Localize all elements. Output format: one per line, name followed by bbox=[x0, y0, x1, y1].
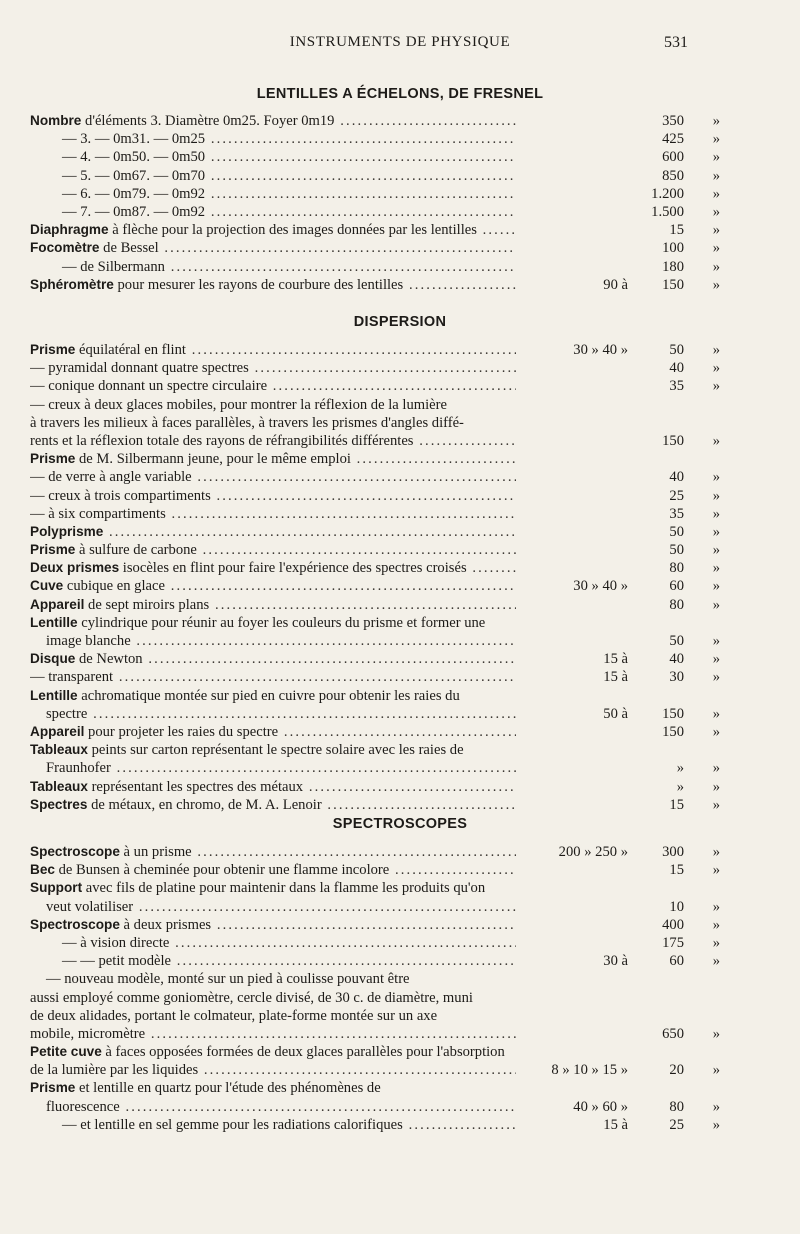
entry-text: — à vision directe bbox=[62, 934, 170, 951]
entry-text: équilatéral en flint bbox=[75, 342, 186, 358]
catalog-entry bbox=[30, 861, 720, 879]
entry-keyword: Spectres bbox=[30, 796, 88, 812]
price-unit: » bbox=[712, 1098, 720, 1115]
entry-description bbox=[30, 276, 516, 294]
price-value: 80 bbox=[669, 560, 684, 577]
price-value: 15 bbox=[669, 796, 684, 813]
price-value: » bbox=[676, 760, 684, 777]
price-range: 40 » 60 » bbox=[573, 1098, 628, 1115]
price-value: 50 bbox=[669, 542, 684, 559]
catalog-entry bbox=[30, 1061, 720, 1079]
price-value: 175 bbox=[662, 934, 684, 951]
entry-text: — et lentille en sel gemme pour les radiations calorifiques bbox=[62, 1116, 403, 1133]
price-value: 40 bbox=[669, 651, 684, 668]
entry-keyword: Nombre bbox=[30, 113, 82, 128]
price-value: » bbox=[676, 778, 684, 795]
entry-keyword: Tableaux bbox=[30, 778, 88, 794]
paragraph-line: Prisme et lentille en quartz pour l'étude des phénomènes de bbox=[30, 1080, 381, 1097]
catalog-entry bbox=[30, 1116, 720, 1134]
price-value: 350 bbox=[662, 113, 684, 129]
entry-text: spectre bbox=[46, 705, 88, 722]
entry-text: — 5. — 0m67. — 0m70 bbox=[62, 167, 206, 184]
catalog-entry bbox=[30, 898, 720, 916]
catalog-entry bbox=[30, 505, 720, 523]
price-unit: » bbox=[712, 705, 720, 722]
price-value: 150 bbox=[662, 705, 684, 722]
entry-text: pour mesurer les rayons de courbure des lentilles bbox=[113, 276, 404, 293]
price-unit: » bbox=[712, 113, 720, 129]
paragraph-line: Petite cuve à faces opposées formées de deux glaces parallèles pour l'absorption bbox=[30, 1044, 505, 1061]
entry-keyword: Bec bbox=[30, 862, 55, 878]
price-value: 150 bbox=[662, 723, 684, 740]
entry-keyword: Lentille bbox=[30, 687, 78, 703]
catalog-entry bbox=[30, 130, 720, 148]
price-unit: » bbox=[712, 378, 720, 395]
entry-text: à sulfure de carbone bbox=[75, 542, 197, 559]
price-range: 90 à bbox=[603, 276, 628, 293]
entry-description bbox=[30, 468, 516, 486]
entry-text: à flèche pour la projection des images données par les lentilles bbox=[108, 222, 477, 239]
section-title-dispersion: DISPERSION bbox=[353, 314, 447, 330]
entry-text: — 3. — 0m31. — 0m25 bbox=[62, 131, 206, 148]
catalog-entry bbox=[30, 952, 720, 970]
catalog-entry bbox=[30, 668, 720, 686]
paragraph-line: — creux à deux glaces mobiles, pour montrer la réflexion de la lumière bbox=[30, 396, 447, 413]
section-title-lentilles: LENTILLES A ÉCHELONS, DE FRESNEL bbox=[256, 86, 544, 102]
price-value: 35 bbox=[669, 505, 684, 522]
price-unit: » bbox=[712, 131, 720, 148]
catalog-entry bbox=[30, 1025, 720, 1043]
price-unit: » bbox=[712, 276, 720, 293]
entry-text: — de Silbermann bbox=[62, 258, 165, 275]
price-unit: » bbox=[712, 258, 720, 275]
price-value: 50 bbox=[669, 633, 684, 649]
price-value: 100 bbox=[662, 240, 684, 257]
catalog-entry bbox=[30, 258, 720, 276]
price-unit: » bbox=[712, 240, 720, 257]
price-value: 600 bbox=[662, 149, 684, 166]
entry-keyword: Focomètre bbox=[30, 240, 100, 256]
entry-description bbox=[30, 934, 516, 952]
price-value: 1.200 bbox=[651, 185, 684, 202]
price-range: 15 à bbox=[603, 669, 628, 686]
entry-keyword: Petite cuve bbox=[30, 1044, 102, 1060]
entry-keyword: Prisme bbox=[30, 1080, 76, 1096]
page-number: 531 bbox=[664, 34, 688, 51]
catalog-entry bbox=[30, 650, 720, 668]
price-unit: » bbox=[712, 203, 720, 220]
catalog-entry bbox=[30, 778, 720, 796]
entry-text: Fraunhofer bbox=[46, 760, 111, 777]
price-unit: » bbox=[712, 862, 720, 879]
price-unit: » bbox=[712, 560, 720, 577]
entry-text: — à six compartiments bbox=[30, 505, 166, 522]
entry-description bbox=[30, 505, 516, 523]
entry-keyword: Prisme bbox=[30, 542, 76, 558]
entry-text: — creux à trois compartiments bbox=[30, 487, 211, 504]
entry-text: de Bunsen à cheminée pour obtenir une flamme incolore bbox=[54, 862, 390, 879]
entry-description bbox=[30, 596, 516, 614]
price-unit: » bbox=[712, 185, 720, 202]
entry-description bbox=[30, 1061, 516, 1079]
price-value: 80 bbox=[669, 596, 684, 613]
price-range: 200 » 250 » bbox=[558, 844, 628, 860]
entry-description bbox=[30, 148, 516, 166]
price-range: 30 à bbox=[603, 953, 628, 970]
paragraph-line: Support avec fils de platine pour maintenir dans la flamme les produits qu'on bbox=[30, 880, 486, 897]
entry-description bbox=[30, 916, 516, 934]
price-unit: » bbox=[712, 1116, 720, 1133]
running-title: INSTRUMENTS DE PHYSIQUE bbox=[289, 34, 511, 50]
catalog-entry bbox=[30, 468, 720, 486]
entry-keyword: Cuve bbox=[30, 578, 64, 594]
entry-text: — de verre à angle variable bbox=[30, 469, 192, 486]
entry-text: — pyramidal donnant quatre spectres bbox=[30, 360, 249, 377]
price-unit: » bbox=[712, 505, 720, 522]
price-value: 425 bbox=[662, 131, 684, 148]
entry-description bbox=[30, 559, 516, 577]
catalog-entry bbox=[30, 239, 720, 257]
entry-text: — transparent bbox=[30, 669, 114, 686]
price-unit: » bbox=[712, 432, 720, 449]
price-unit: » bbox=[712, 934, 720, 951]
entry-text: de la lumière par les liquides bbox=[30, 1062, 199, 1079]
price-range: 15 à bbox=[603, 651, 628, 668]
catalog-entry bbox=[30, 632, 720, 650]
catalog-entry bbox=[30, 487, 720, 505]
price-value: 15 bbox=[669, 222, 684, 239]
entry-description bbox=[30, 432, 516, 450]
price-unit: » bbox=[712, 487, 720, 504]
price-range: 50 à bbox=[603, 705, 628, 722]
entry-keyword: Deux prismes bbox=[30, 560, 120, 576]
price-value: 25 bbox=[669, 1116, 684, 1133]
entry-description bbox=[30, 952, 516, 970]
price-value: 10 bbox=[669, 898, 684, 915]
catalog-entry bbox=[30, 276, 720, 294]
entry-keyword: Prisme bbox=[30, 451, 76, 467]
section-title-spectroscopes: SPECTROSCOPES bbox=[332, 816, 468, 832]
price-unit: » bbox=[712, 523, 720, 540]
catalog-entry bbox=[30, 1098, 720, 1116]
entry-description bbox=[30, 843, 516, 861]
entry-keyword: Polyprisme bbox=[30, 523, 104, 539]
entry-text: — 7. — 0m87. — 0m92 bbox=[62, 203, 206, 220]
entry-text: rents et la réflexion totale des rayons de réfrangibilités différentes bbox=[30, 432, 414, 449]
price-unit: » bbox=[712, 651, 720, 668]
entry-description bbox=[30, 796, 516, 814]
price-unit: » bbox=[712, 596, 720, 613]
entry-description bbox=[30, 668, 516, 686]
entry-text: de Bessel bbox=[99, 240, 159, 257]
price-unit: » bbox=[712, 844, 720, 860]
price-value: 150 bbox=[662, 276, 684, 293]
entry-keyword: Diaphragme bbox=[30, 222, 109, 238]
price-value: 400 bbox=[662, 916, 684, 933]
entry-keyword: Tableaux bbox=[30, 742, 88, 758]
entry-text: cubique en glace bbox=[63, 578, 165, 595]
entry-description bbox=[30, 1025, 516, 1043]
catalog-entry bbox=[30, 723, 720, 741]
entry-text: pour projeter les raies du spectre bbox=[84, 723, 279, 740]
entry-description bbox=[30, 632, 516, 650]
price-unit: » bbox=[712, 916, 720, 933]
catalog-entry bbox=[30, 167, 720, 185]
entry-text: de M. Silbermann jeune, pour le même emploi bbox=[75, 451, 351, 468]
catalog-entry bbox=[30, 796, 720, 814]
catalog-entry bbox=[30, 432, 720, 450]
paragraph-line: à travers les milieux à faces parallèles, à travers les prismes d'angles diffé- bbox=[30, 414, 464, 431]
price-unit: » bbox=[712, 469, 720, 486]
price-value: 40 bbox=[669, 360, 684, 377]
entry-description bbox=[30, 1116, 516, 1134]
price-unit: » bbox=[712, 1062, 720, 1079]
entry-text: — 4. — 0m50. — 0m50 bbox=[62, 149, 206, 166]
entry-text: de sept miroirs plans bbox=[84, 596, 210, 613]
price-value: 20 bbox=[669, 1062, 684, 1079]
entry-keyword: Sphéromètre bbox=[30, 276, 114, 292]
entry-keyword: Disque bbox=[30, 651, 76, 667]
catalog-entry bbox=[30, 341, 720, 359]
catalog-entry bbox=[30, 523, 720, 541]
entry-description bbox=[30, 523, 516, 541]
entry-description bbox=[30, 650, 516, 668]
paragraph-line: Lentille achromatique montée sur pied en cuivre pour obtenir les raies du bbox=[30, 687, 460, 704]
price-unit: » bbox=[712, 342, 720, 358]
entry-keyword: Spectroscope bbox=[30, 916, 120, 932]
catalog-entry bbox=[30, 450, 720, 468]
section-dispersion bbox=[30, 341, 720, 814]
price-unit: » bbox=[712, 778, 720, 795]
entry-text: — conique donnant un spectre circulaire bbox=[30, 378, 268, 395]
entry-description bbox=[30, 221, 516, 239]
paragraph-line: Lentille cylindrique pour réunir au foyer les couleurs du prisme et former une bbox=[30, 614, 486, 631]
entry-description bbox=[30, 723, 516, 741]
price-unit: » bbox=[712, 360, 720, 377]
catalog-entry bbox=[30, 359, 720, 377]
section-spectroscopes bbox=[30, 843, 720, 1134]
entry-description bbox=[30, 258, 516, 276]
entry-description bbox=[30, 185, 516, 203]
entry-text: — 6. — 0m79. — 0m92 bbox=[62, 185, 206, 202]
paragraph-line: de deux alidades, portant le colmateur, plate-forme montée sur un axe bbox=[30, 1007, 438, 1024]
entry-text: à deux prismes bbox=[119, 916, 212, 933]
catalog-entry bbox=[30, 577, 720, 595]
price-value: 80 bbox=[669, 1098, 684, 1115]
price-value: 1.500 bbox=[651, 203, 684, 220]
price-unit: » bbox=[712, 1025, 720, 1042]
entry-description bbox=[30, 705, 516, 723]
entry-description bbox=[30, 541, 516, 559]
entry-description bbox=[30, 239, 516, 257]
entry-description bbox=[30, 341, 516, 359]
entry-text: — — petit modèle bbox=[62, 953, 172, 970]
entry-description bbox=[30, 130, 516, 148]
catalog-entry bbox=[30, 559, 720, 577]
price-value: 30 bbox=[669, 669, 684, 686]
catalog-entry bbox=[30, 934, 720, 952]
price-value: 60 bbox=[669, 953, 684, 970]
catalog-entry bbox=[30, 112, 720, 130]
price-unit: » bbox=[712, 633, 720, 649]
entry-keyword: Support bbox=[30, 880, 83, 896]
entry-keyword: Lentille bbox=[30, 614, 78, 630]
entry-text: de métaux, en chromo, de M. A. Lenoir bbox=[87, 796, 322, 813]
entry-description bbox=[30, 112, 516, 130]
price-range: 30 » 40 » bbox=[573, 578, 628, 595]
price-unit: » bbox=[712, 149, 720, 166]
entry-description bbox=[30, 203, 516, 221]
entry-description bbox=[30, 861, 516, 879]
entry-description bbox=[30, 898, 516, 916]
price-value: 850 bbox=[662, 167, 684, 184]
entry-text: représentant les spectres des métaux bbox=[87, 778, 304, 795]
entry-text: de Newton bbox=[75, 651, 143, 668]
entry-description bbox=[30, 577, 516, 595]
paragraph-line: aussi employé comme goniomètre, cercle divisé, de 30 c. de diamètre, muni bbox=[30, 989, 473, 1006]
price-unit: » bbox=[712, 953, 720, 970]
price-value: 15 bbox=[669, 862, 684, 879]
price-value: 60 bbox=[669, 578, 684, 595]
entry-text: mobile, micromètre bbox=[30, 1025, 146, 1042]
catalog-entry bbox=[30, 759, 720, 777]
price-unit: » bbox=[712, 796, 720, 813]
catalog-entry bbox=[30, 916, 720, 934]
price-value: 35 bbox=[669, 378, 684, 395]
entry-text: d'éléments 3. Diamètre 0m25. Foyer 0m19 bbox=[81, 113, 335, 129]
price-unit: » bbox=[712, 723, 720, 740]
price-value: 50 bbox=[669, 342, 684, 358]
entry-keyword: Spectroscope bbox=[30, 844, 120, 859]
entry-description bbox=[30, 487, 516, 505]
entry-description bbox=[30, 167, 516, 185]
catalog-entry bbox=[30, 705, 720, 723]
entry-keyword: Prisme bbox=[30, 342, 76, 357]
entry-text: à un prisme bbox=[119, 844, 192, 860]
price-unit: » bbox=[712, 669, 720, 686]
price-value: 300 bbox=[662, 844, 684, 860]
entry-text: image blanche bbox=[46, 633, 131, 649]
entry-text: isocèles en flint pour faire l'expérience des spectres croisés bbox=[119, 560, 467, 577]
price-unit: » bbox=[712, 578, 720, 595]
entry-keyword: Appareil bbox=[30, 596, 85, 612]
price-unit: » bbox=[712, 542, 720, 559]
entry-description bbox=[30, 359, 516, 377]
paragraph-line: — nouveau modèle, monté sur un pied à coulisse pouvant être bbox=[46, 971, 410, 988]
catalog-entry bbox=[30, 185, 720, 203]
entry-description bbox=[30, 759, 516, 777]
catalog-entry bbox=[30, 596, 720, 614]
entry-description bbox=[30, 778, 516, 796]
catalog-entry bbox=[30, 203, 720, 221]
price-value: 650 bbox=[662, 1025, 684, 1042]
entry-text: fluorescence bbox=[46, 1098, 120, 1115]
catalog-entry bbox=[30, 377, 720, 395]
price-value: 180 bbox=[662, 258, 684, 275]
price-value: 40 bbox=[669, 469, 684, 486]
price-unit: » bbox=[712, 898, 720, 915]
catalog-entry bbox=[30, 541, 720, 559]
price-range: 15 à bbox=[603, 1116, 628, 1133]
price-value: 50 bbox=[669, 523, 684, 540]
entry-description bbox=[30, 1098, 516, 1116]
price-unit: » bbox=[712, 222, 720, 239]
entry-text: veut volatiliser bbox=[46, 898, 134, 915]
catalog-entry bbox=[30, 843, 720, 861]
price-value: 150 bbox=[662, 432, 684, 449]
paragraph-line: Tableaux peints sur carton représentant le spectre solaire avec les raies de bbox=[30, 742, 464, 759]
entry-description bbox=[30, 450, 516, 468]
price-unit: » bbox=[712, 167, 720, 184]
catalog-entry bbox=[30, 148, 720, 166]
section-lentilles bbox=[30, 112, 720, 294]
price-range: 30 » 40 » bbox=[573, 342, 628, 358]
catalog-entry bbox=[30, 221, 720, 239]
entry-description bbox=[30, 377, 516, 395]
price-range: 8 » 10 » 15 » bbox=[551, 1062, 628, 1079]
price-value: 25 bbox=[669, 487, 684, 504]
entry-keyword: Appareil bbox=[30, 723, 85, 739]
price-unit: » bbox=[712, 760, 720, 777]
